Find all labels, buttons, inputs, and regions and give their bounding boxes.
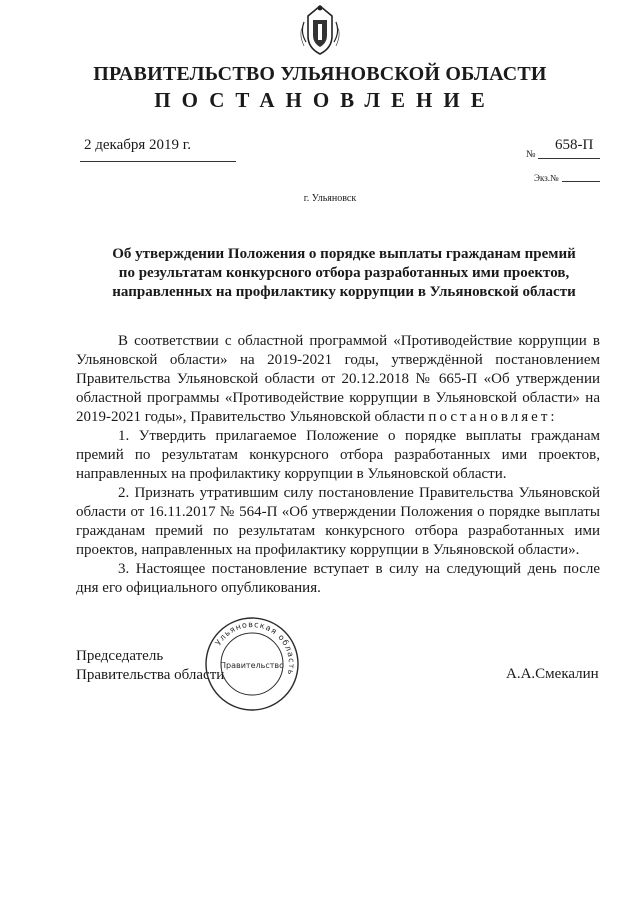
number-underline xyxy=(538,158,600,159)
copy-underline xyxy=(562,181,600,182)
preamble-paragraph xyxy=(76,332,600,427)
coat-of-arms-icon xyxy=(300,2,340,56)
document-type: ПОСТАНОВЛЕНИЕ xyxy=(154,88,496,112)
organization-name: ПРАВИТЕЛЬСТВО УЛЬЯНОВСКОЙ ОБЛАСТИ xyxy=(93,63,547,85)
signatory-position-line: Председатель xyxy=(76,648,164,664)
number-label: № xyxy=(526,149,536,160)
document-date: 2 декабря 2019 г. xyxy=(84,137,191,153)
title-line: направленных на профилактику коррупции в Ульяновской области xyxy=(112,284,576,300)
title-line: Об утверждении Положения о порядке выплаты гражданам премий xyxy=(112,246,576,262)
title-line: по результатам конкурсного отбора разработанных ими проектов, xyxy=(118,265,570,281)
item-paragraph: 1. Утвердить прилагаемое Положение о порядке выплаты гражданам премий по результатам конкурсного отбора разработанных ими проектов, направленных на профилактику коррупции в Ульяновской области. xyxy=(76,428,600,482)
svg-text:Ульяновская область: Ульяновская область xyxy=(213,619,297,677)
document-body xyxy=(76,332,600,598)
signatory-position-line: Правительства области xyxy=(76,667,225,683)
preamble-text: В соответствии с областной программой «Противодействие коррупции в Ульяновской области» на 2019-2021 годы, утверждённой постановлением Правительства Ульяновской области от 20.12.2018 № 665-П «Об утверждении областной программы «Противодействие коррупции в Ульяновской области» на 2019-2021 годы», Правительство Ульяновской области xyxy=(76,333,600,425)
document-title xyxy=(84,245,604,302)
svg-text:Правительство: Правительство xyxy=(220,661,284,670)
official-seal xyxy=(202,614,302,714)
copy-label: Экз.№ xyxy=(534,173,559,183)
document-number: 658-П xyxy=(555,137,594,153)
signatory-name: А.А.Смекалин xyxy=(506,666,599,682)
item-paragraph: 2. Признать утратившим силу постановление Правительства Ульяновской области от 16.11.2017 № 564-П «Об утверждении Положения о порядке выплаты гражданам премий по результатам конкурсного отбора разработанных ими проектов, направленных на профилактику коррупции в Ульяновской области». xyxy=(76,485,600,558)
item-paragraph: 3. Настоящее постановление вступает в силу на следующий день после дня его официального опубликования. xyxy=(76,561,600,596)
decree-word: постановляет: xyxy=(428,409,558,425)
city: г. Ульяновск xyxy=(303,193,357,204)
date-underline xyxy=(80,161,236,162)
